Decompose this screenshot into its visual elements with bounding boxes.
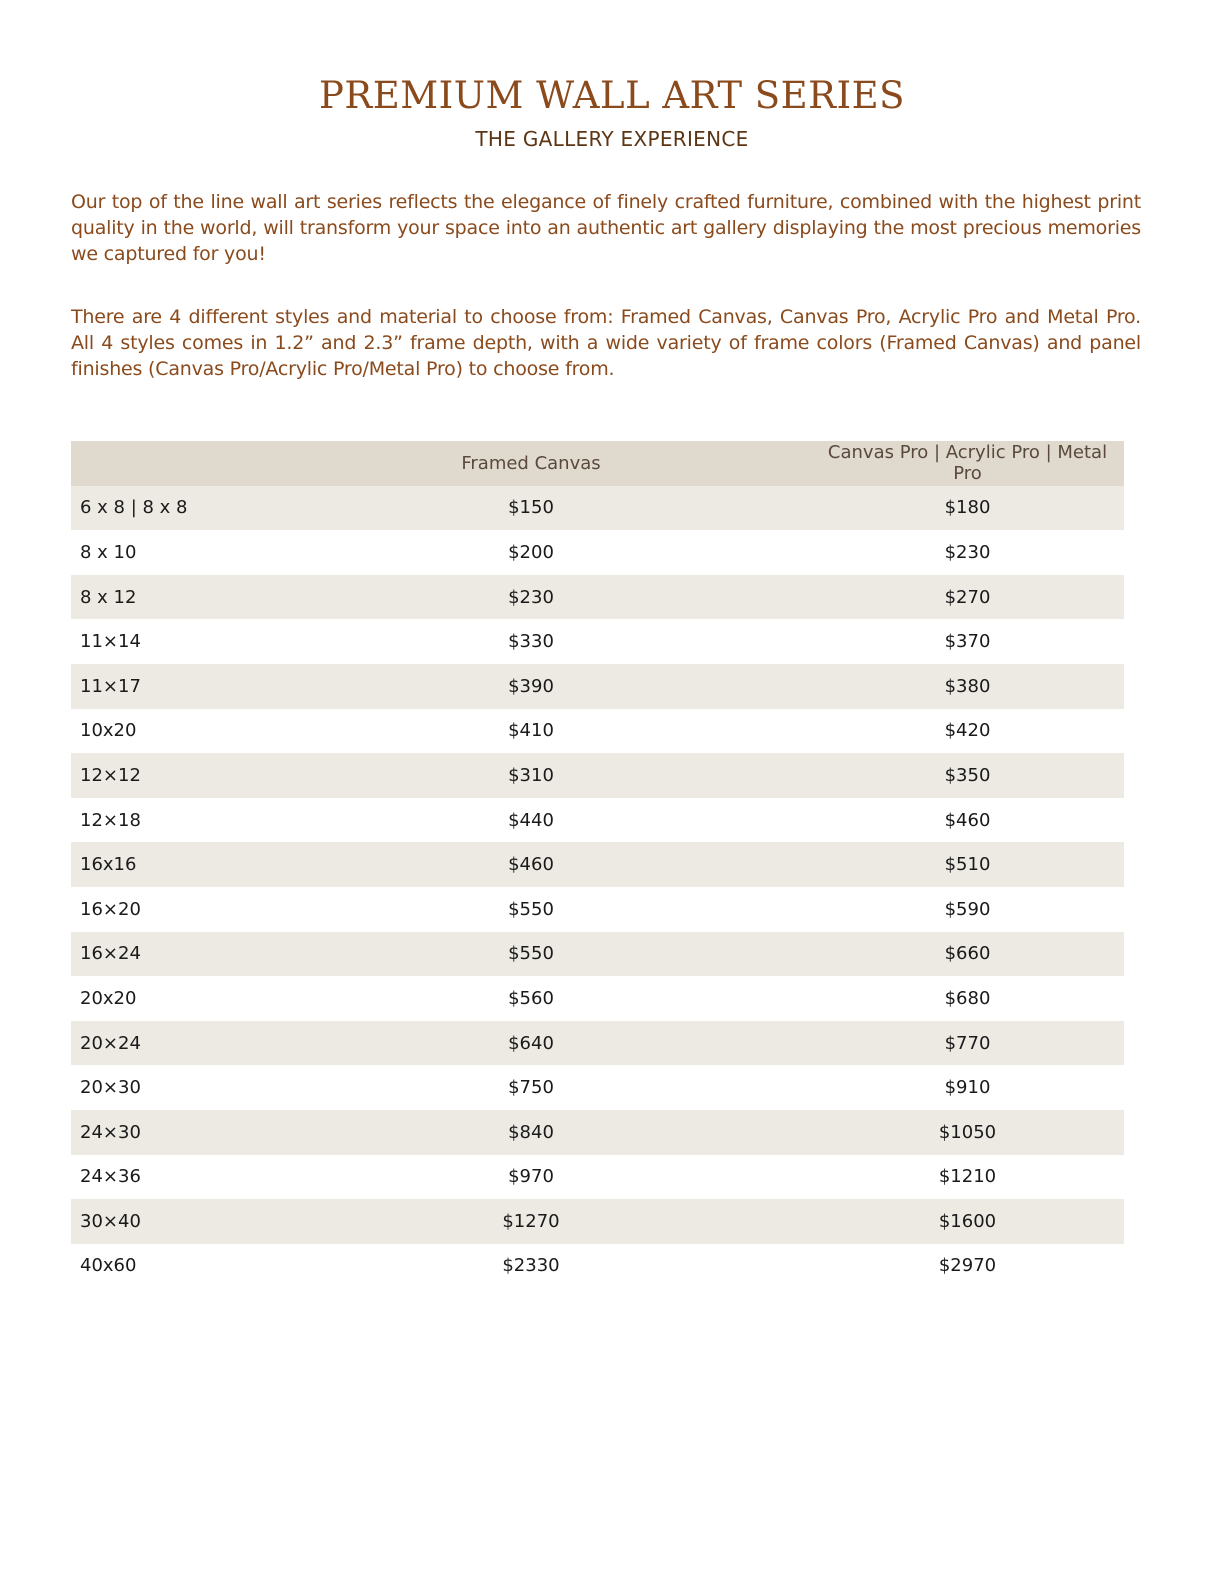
size-cell: 16x16 [80, 854, 137, 876]
size-cell: 20×30 [80, 1077, 141, 1099]
framed-price-cell: $750 [508, 1077, 554, 1099]
framed-price-cell: $310 [508, 764, 554, 786]
size-cell: 10x20 [80, 720, 137, 742]
size-cell: 6 x 8 | 8 x 8 [80, 497, 188, 519]
framed-price-cell: $410 [508, 720, 554, 742]
size-cell: 8 x 10 [80, 541, 137, 563]
table-row [71, 1021, 1124, 1066]
framed-price-cell: $390 [508, 675, 554, 697]
framed-price-cell: $330 [508, 631, 554, 653]
table-row [71, 619, 1124, 664]
framed-price-cell: $550 [508, 898, 554, 920]
pro-price-cell: $230 [944, 541, 991, 563]
table-header-row [71, 441, 1124, 486]
table-row [71, 1199, 1124, 1244]
pro-price-cell: $420 [944, 720, 991, 742]
framed-price-cell: $150 [508, 497, 554, 519]
table-row [71, 709, 1124, 754]
pro-price-cell: $380 [944, 675, 991, 697]
size-cell: 24×36 [80, 1166, 141, 1188]
framed-price-cell: $230 [508, 586, 554, 608]
size-cell: 40x60 [80, 1255, 137, 1277]
framed-price-cell: $1270 [502, 1210, 560, 1232]
styles-paragraph: There are 4 different styles and material to choose from: Framed Canvas, Canvas Pro, Acrylic Pro and Metal Pro. All 4 styles comes in 1.2” and 2.3” frame depth, with a wide variety of frame colors (Framed Canvas) and panel finishes (Canvas Pro/Acrylic Pro/Metal Pro) to choose from. [71, 306, 1141, 380]
pro-price-cell: $510 [944, 854, 991, 876]
framed-price-cell: $560 [508, 987, 554, 1009]
table-row [71, 798, 1124, 843]
table-row [71, 1110, 1124, 1155]
table-row [71, 664, 1124, 709]
table-row [71, 887, 1124, 932]
header-framed-canvas: Framed Canvas [461, 452, 601, 474]
size-cell: 8 x 12 [80, 586, 137, 608]
pro-price-cell: $590 [944, 898, 991, 920]
pro-price-cell: $660 [944, 943, 991, 965]
page-title: PREMIUM WALL ART SERIES [319, 74, 905, 117]
size-cell: 16×24 [80, 943, 141, 965]
header-size [71, 441, 251, 486]
size-cell: 30×40 [80, 1210, 141, 1232]
pro-price-cell: $350 [944, 764, 991, 786]
table-row [71, 1244, 1124, 1289]
size-cell: 12×18 [80, 809, 141, 831]
pro-price-cell: $2970 [938, 1255, 997, 1277]
pro-price-cell: $910 [944, 1077, 991, 1099]
pro-price-cell: $460 [944, 809, 991, 831]
header-pro-series: Canvas Pro | Acrylic Pro | Metal Pro [827, 442, 1108, 485]
size-cell: 24×30 [80, 1121, 141, 1143]
table-row [71, 1065, 1124, 1110]
price-table [71, 441, 1124, 1288]
framed-price-cell: $2330 [502, 1255, 560, 1277]
pro-price-cell: $1050 [938, 1121, 997, 1143]
framed-price-cell: $440 [508, 809, 554, 831]
size-cell: 11×17 [80, 675, 141, 697]
pro-price-cell: $180 [944, 497, 991, 519]
framed-price-cell: $200 [508, 541, 554, 563]
framed-price-cell: $970 [508, 1166, 554, 1188]
size-cell: 16×20 [80, 898, 141, 920]
table-row [71, 1155, 1124, 1200]
table-row [71, 486, 1124, 531]
framed-price-cell: $640 [508, 1032, 554, 1054]
pro-price-cell: $770 [944, 1032, 991, 1054]
table-row [71, 976, 1124, 1021]
size-cell: 12×12 [80, 764, 141, 786]
size-cell: 20x20 [80, 987, 137, 1009]
framed-price-cell: $550 [508, 943, 554, 965]
table-row [71, 575, 1124, 620]
table-row [71, 753, 1124, 798]
table-row [71, 530, 1124, 575]
size-cell: 11×14 [80, 631, 141, 653]
pro-price-cell: $1210 [938, 1166, 997, 1188]
table-row [71, 842, 1124, 887]
pro-price-cell: $270 [944, 586, 991, 608]
intro-paragraph: Our top of the line wall art series reflects the elegance of finely crafted furniture, combined with the highest print quality in the world, will transform your space into an authentic art gallery displaying the most precious memories we captured for you! [71, 191, 1141, 265]
price-table-body [71, 486, 1124, 1289]
size-cell: 20×24 [80, 1032, 141, 1054]
framed-price-cell: $840 [508, 1121, 554, 1143]
pro-price-cell: $1600 [938, 1210, 997, 1232]
framed-price-cell: $460 [508, 854, 554, 876]
table-row [71, 932, 1124, 977]
pro-price-cell: $680 [944, 987, 991, 1009]
page-subtitle: THE GALLERY EXPERIENCE [475, 127, 749, 151]
pro-price-cell: $370 [944, 631, 991, 653]
